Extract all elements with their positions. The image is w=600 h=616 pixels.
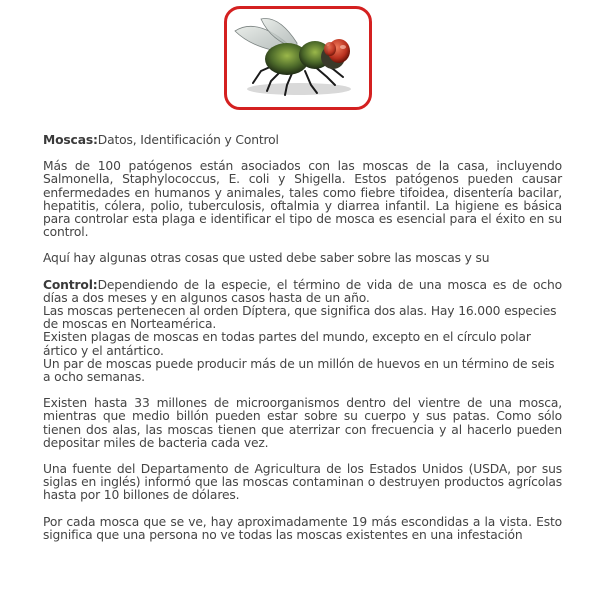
paragraph-diptera: Las moscas pertenecen al orden Díptera, que significa dos alas. Hay 16.000 especies de moscas en Norteamérica. <box>43 304 557 332</box>
paragraph-control <box>43 279 562 305</box>
paragraph-pathogens: Más de 100 patógenos están asociados con las moscas de la casa, incluyendo Salmonella, Staphylococcus, E. coli y Shigella. Estos patógenos pueden causar enfermedades en humanos y animales, tales como fiebre tifoidea, disentería bacilar, hepatitis, cólera, polio, tuberculosis, oftalmia y diarrea infantil. La higiene es básica para controlar esta plaga e identificar el tipo de mosca es esencial para el éxito en su control. <box>43 159 562 240</box>
paragraph-intro: Aquí hay algunas otras cosas que usted debe saber sobre las moscas y su <box>43 251 490 266</box>
paragraph-microorganisms: Existen hasta 33 millones de microorganismos dentro del vientre de una mosca, mientras que medio billón pueden estar sobre su cuerpo y sus patas. Como sólo tienen dos alas, las moscas tienen que aterrizar con frecuencia y al hacerlo pueden depositar miles de bacteria cada vez. <box>43 396 562 450</box>
paragraph-distribution: Existen plagas de moscas en todas partes del mundo, excepto en el círculo polar ártico y el antártico. <box>43 330 531 358</box>
fly-image-frame <box>224 6 372 110</box>
fly-icon <box>227 9 369 107</box>
control-label: Control: <box>43 277 98 292</box>
article-body <box>43 134 562 555</box>
title-bold: Moscas: <box>43 133 98 147</box>
title-rest: Datos, Identificación y Control <box>97 133 279 147</box>
control-text: Dependiendo de la especie, el término de vida de una mosca es de ocho días a dos meses y en algunos casos hasta de un año. <box>43 277 562 305</box>
paragraph-usda: Una fuente del Departamento de Agricultura de los Estados Unidos (USDA, por sus siglas en inglés) informó que las moscas contaminan o destruyen productos agrícolas hasta por 10 billones de dólares. <box>43 462 562 503</box>
paragraph-hidden-flies: Por cada mosca que se ve, hay aproximadamente 19 más escondidas a la vista. Esto significa que una persona no ve todas las moscas existentes en una infestación <box>43 514 562 542</box>
paragraph-eggs: Un par de moscas puede producir más de un millón de huevos en un término de seis a ocho semanas. <box>43 356 555 385</box>
article-title <box>43 134 562 147</box>
